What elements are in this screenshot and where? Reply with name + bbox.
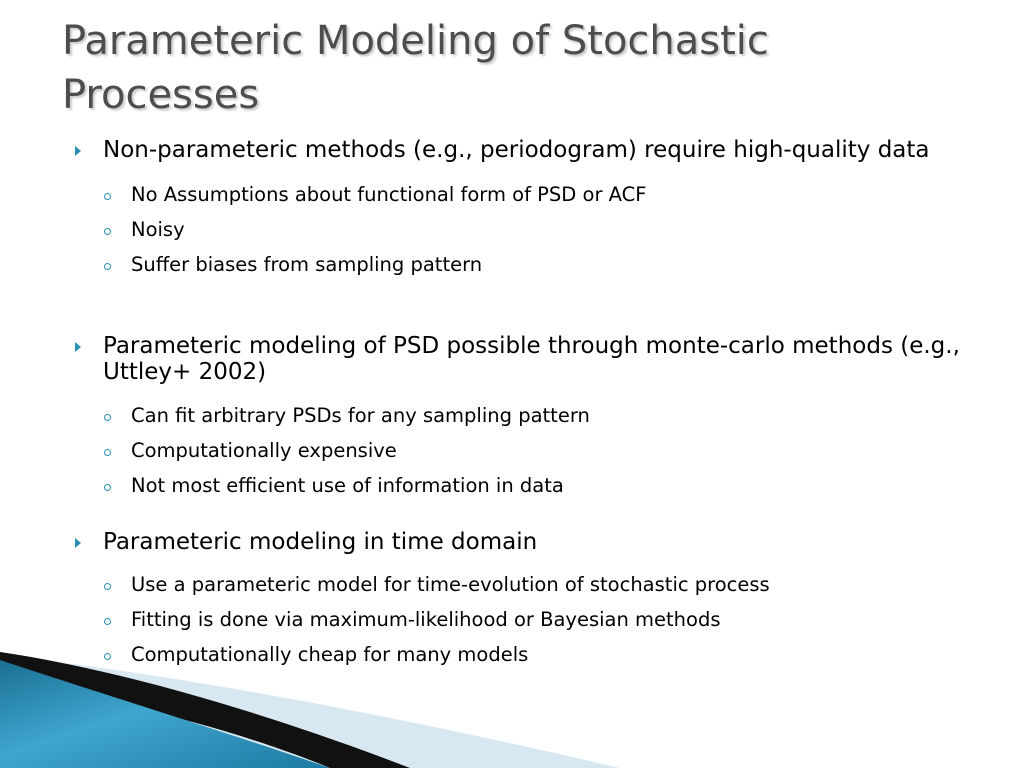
- sub-bullet-item: [72, 572, 972, 607]
- sub-bullet-list: [72, 182, 972, 287]
- bullet-group-2: [72, 333, 972, 529]
- sub-bullet-item: [72, 252, 972, 287]
- sub-bullet-item: [72, 403, 972, 438]
- triangle-bullet-icon: [75, 146, 81, 156]
- sub-bullet-item: [72, 182, 972, 217]
- circle-bullet-icon: [104, 263, 111, 270]
- sub-bullet-item: [72, 607, 972, 642]
- sub-bullet-text: Fitting is done via maximum-likelihood or Bayesian methods: [131, 608, 721, 631]
- circle-bullet-icon: [104, 653, 111, 660]
- sub-bullet-item: [72, 217, 972, 252]
- sub-bullet-text: No Assumptions about functional form of PSD or ACF: [131, 183, 647, 206]
- bullet-text: Non-parameteric methods (e.g., periodogram) require high-quality data: [103, 137, 930, 163]
- slide-title: Parameteric Modeling of Stochastic Processes: [62, 18, 769, 118]
- sub-bullet-text: Noisy: [131, 218, 185, 241]
- bullet-text: Parameteric modeling of PSD possible through monte-carlo methods (e.g., Uttley+ 2002): [103, 333, 960, 385]
- sub-bullet-item: [72, 438, 972, 473]
- bullet-text: Parameteric modeling in time domain: [103, 529, 538, 555]
- sub-bullet-text: Not most efficient use of information in data: [131, 474, 564, 497]
- bullet-group-3: [72, 529, 972, 677]
- circle-bullet-icon: [104, 618, 111, 625]
- sub-bullet-text: Computationally cheap for many models: [131, 643, 529, 666]
- triangle-bullet-icon: [75, 342, 81, 352]
- sub-bullet-text: Suffer biases from sampling pattern: [131, 253, 483, 276]
- bullet-group-1: [72, 137, 972, 333]
- bullet-item: [72, 529, 972, 555]
- circle-bullet-icon: [104, 583, 111, 590]
- triangle-bullet-icon: [75, 538, 81, 548]
- bullet-list: [72, 137, 972, 677]
- circle-bullet-icon: [104, 193, 111, 200]
- sub-bullet-item: [72, 642, 972, 677]
- bullet-item: [72, 137, 972, 163]
- circle-bullet-icon: [104, 228, 111, 235]
- sub-bullet-text: Use a parameteric model for time-evolution of stochastic process: [131, 573, 770, 596]
- circle-bullet-icon: [104, 449, 111, 456]
- sub-bullet-text: Can fit arbitrary PSDs for any sampling pattern: [131, 404, 590, 427]
- bullet-item: [72, 333, 972, 385]
- sub-bullet-list: [72, 572, 972, 677]
- sub-bullet-item: [72, 473, 972, 508]
- circle-bullet-icon: [104, 414, 111, 421]
- sub-bullet-list: [72, 403, 972, 508]
- circle-bullet-icon: [104, 484, 111, 491]
- sub-bullet-text: Computationally expensive: [131, 439, 397, 462]
